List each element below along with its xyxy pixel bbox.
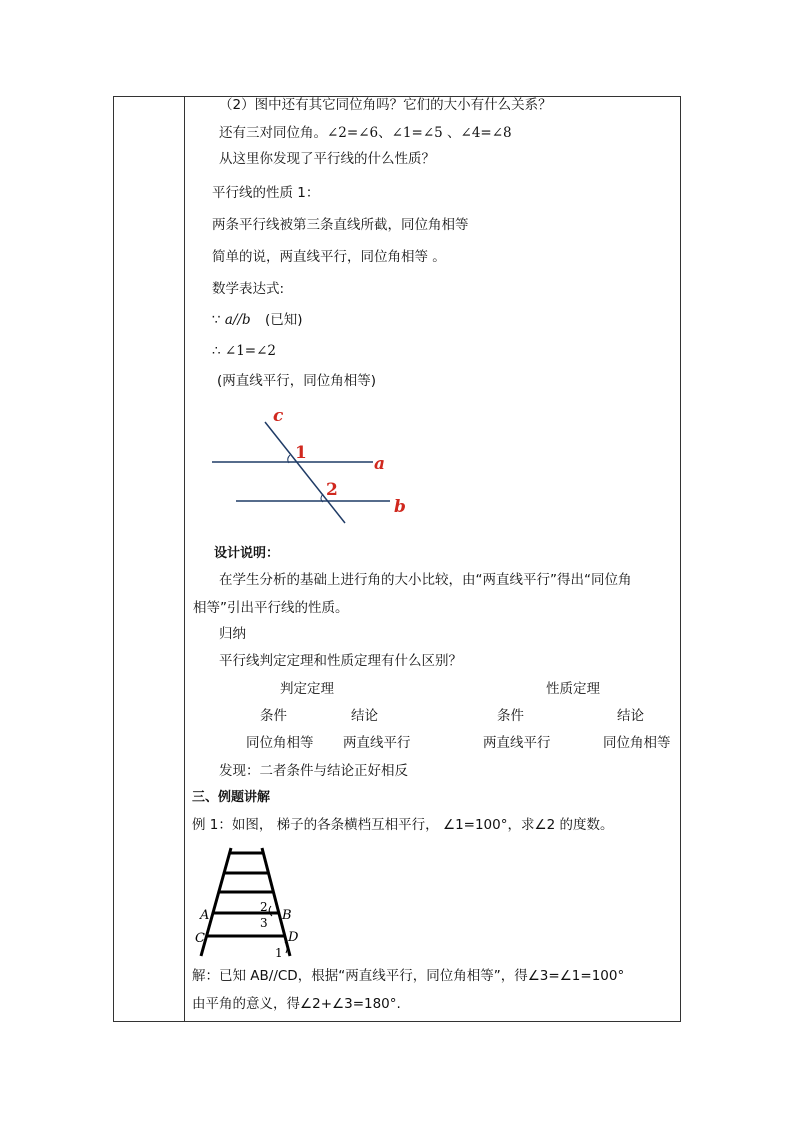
solution-line-2: 由平角的意义，得∠2+∠3=180°.	[192, 996, 401, 1012]
label-2: 2	[326, 480, 338, 500]
discover-question: 从这里你发现了平行线的什么性质？	[219, 151, 435, 167]
compare-right-col1: 条件	[497, 708, 524, 724]
math-expression-title: 数学表达式:	[212, 281, 285, 297]
label-c: c	[273, 406, 284, 426]
compare-left-col1: 条件	[260, 708, 287, 724]
because-symbol: ∵	[212, 312, 221, 328]
property-title: 平行线的性质 1：	[212, 185, 320, 201]
property-text: 两条平行线被第三条直线所截，同位角相等	[212, 217, 469, 233]
compare-right-val2: 同位角相等	[603, 735, 671, 751]
because-note: (已知)	[264, 312, 303, 328]
ladder-label-2: 2	[260, 900, 268, 914]
design-line-2: 相等”引出平行线的性质。	[193, 600, 349, 616]
ladder-label-b: B	[282, 908, 292, 923]
ladder-label-3: 3	[260, 916, 268, 930]
summary-question: 平行线判定定理和性质定理有什么区别？	[219, 653, 462, 669]
ladder-label-d: D	[288, 930, 299, 945]
design-line-1: 在学生分析的基础上进行角的大小比较，由“两直线平行”得出“同位角	[219, 572, 632, 588]
question-2: （2）图中还有其它同位角吗？它们的大小有什么关系？	[219, 97, 552, 113]
ladder-figure	[194, 843, 306, 961]
design-title: 设计说明：	[214, 546, 280, 561]
ladder-label-c: C	[195, 931, 205, 946]
compare-left-val1: 同位角相等	[246, 735, 314, 751]
label-b: b	[394, 497, 406, 517]
compare-right-col2: 结论	[617, 708, 644, 724]
line-c	[265, 422, 345, 523]
finding: 发现：二者条件与结论正好相反	[219, 763, 408, 779]
compare-left-title: 判定定理	[280, 681, 334, 697]
example-1: 例 1：如图， 梯子的各条横档互相平行， ∠1=100°，求∠2 的度数。	[192, 817, 614, 833]
compare-left-val2: 两直线平行	[343, 735, 411, 751]
ladder-left-rail	[201, 848, 231, 956]
ladder-label-a: A	[200, 908, 210, 923]
ladder-label-1: 1	[275, 946, 283, 960]
compare-right-val1: 两直线平行	[483, 735, 551, 751]
section-3-title: 三、例题讲解	[192, 790, 271, 805]
solution-line-1: 解：已知 AB//CD，根据“两直线平行，同位角相等”，得∠3=∠1=100°	[192, 968, 625, 984]
question-2-answer: 还有三对同位角。∠2=∠6、∠1=∠5 、∠4=∠8	[219, 125, 512, 141]
because-expression: a//b	[224, 312, 251, 328]
therefore-line: ∴ ∠1=∠2	[212, 343, 276, 359]
label-1: 1	[295, 443, 307, 463]
compare-right-title: 性质定理	[546, 681, 600, 697]
compare-left-col2: 结论	[351, 708, 378, 724]
property-short: 简单的说，两直线平行，同位角相等 。	[212, 249, 446, 265]
reason-line: (两直线平行，同位角相等)	[217, 373, 377, 389]
label-a: a	[374, 454, 386, 474]
summary-title: 归纳	[219, 626, 246, 642]
table-column-divider	[184, 96, 185, 1022]
because-line	[212, 311, 303, 329]
parallel-lines-figure	[205, 405, 410, 525]
